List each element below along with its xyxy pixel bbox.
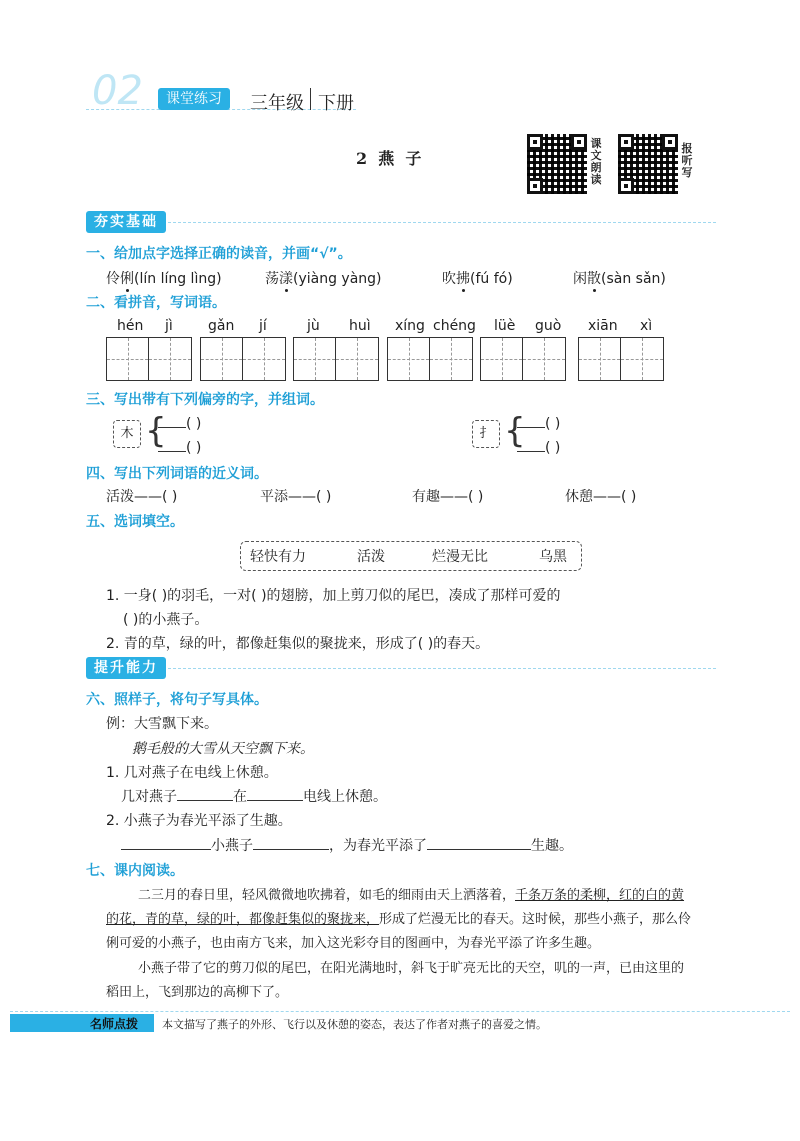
q7-title: 七、课内阅读。	[86, 863, 184, 879]
passage-underlined: 千条万条的柔柳，红的白的黄	[515, 888, 685, 903]
q1-options[interactable]: (lín líng lìng)	[134, 271, 222, 287]
passage-line: 俐可爱的小燕子，也由南方飞来，加入这光彩夺目的图画中，为春光平添了许多生趣。	[106, 936, 601, 951]
q4-item[interactable]: 活泼——( )	[106, 489, 178, 505]
writing-grid[interactable]	[106, 337, 192, 381]
q1-options[interactable]: (sàn sǎn)	[601, 271, 666, 287]
tip-text: 本文描写了燕子的外形、飞行以及休憩的姿态，表达了作者对燕子的喜爱之情。	[162, 1018, 547, 1031]
q2-pinyin: xíng	[395, 318, 425, 334]
section-advanced-line	[168, 668, 716, 669]
q3-title: 三、写出带有下列偏旁的字，并组词。	[86, 392, 324, 408]
section-basic-line	[168, 222, 716, 223]
q3-paren: ( )	[186, 416, 202, 432]
passage-line	[138, 884, 684, 903]
q1-item-3	[442, 268, 513, 288]
q5-sentence-1-cont[interactable]: ( )的小燕子。	[123, 612, 209, 628]
word-bank-item: 轻快有力	[250, 549, 306, 565]
q1-item-4	[573, 268, 666, 288]
q1-options[interactable]: (yiàng yàng)	[293, 271, 382, 287]
q3-blank[interactable]	[158, 437, 201, 456]
brace-icon: {	[145, 411, 167, 451]
section-advanced-label: 提升能力	[86, 657, 166, 679]
header-tag: 课堂练习	[158, 88, 230, 110]
q6-fill-text: 几对燕子	[121, 789, 177, 805]
passage-underlined: 的花，青的草，绿的叶，都像赶集似的聚拢来，	[106, 912, 380, 927]
writing-grid[interactable]	[293, 337, 379, 381]
q6-sentence-2: 2. 小燕子为春光平添了生趣。	[106, 813, 292, 829]
q4-item[interactable]: 休憩——( )	[565, 489, 637, 505]
q1-dotted-char: 俐	[120, 271, 134, 287]
q1-item-char: 荡	[265, 271, 279, 287]
header-grade: 三年级	[250, 93, 304, 114]
passage-text: 二三月的春日里，轻风微微地吹拂着，如毛的细雨由天上洒落着，	[138, 888, 516, 903]
lesson-title: 2 燕 子	[356, 149, 422, 168]
q1-title: 一、给加点字选择正确的读音，并画“√”。	[86, 246, 352, 262]
passage-line: 小燕子带了它的剪刀似的尾巴，在阳光满地时，斜飞于旷亮无比的天空，叽的一声，已由这里的	[138, 961, 685, 976]
q4-item[interactable]: 有趣——( )	[412, 489, 484, 505]
qr-code-icon[interactable]	[527, 134, 587, 194]
q1-item-1	[106, 268, 222, 288]
q1-item-2	[265, 268, 382, 288]
passage-text: 形成了烂漫无比的春天。这时候，那些小燕子，那么伶	[379, 912, 692, 927]
word-bank-item: 活泼	[357, 549, 385, 565]
qr-code-icon[interactable]	[618, 134, 678, 194]
q6-example: 例：大雪飘下来。	[106, 716, 218, 732]
q6-fill-text: 生趣。	[531, 838, 573, 854]
q1-dotted-char: 漾	[279, 271, 293, 287]
section-advanced-header	[86, 657, 716, 679]
q2-pinyin: jí	[259, 318, 267, 334]
section-basic-label: 夯实基础	[86, 211, 166, 233]
q6-fill-text: ，为春光平添了	[329, 838, 427, 854]
q5-sentence-2[interactable]: 2. 青的草，绿的叶，都像赶集似的聚拢来，形成了( )的春天。	[106, 636, 490, 652]
writing-grid[interactable]	[480, 337, 566, 381]
q6-fill-2[interactable]	[121, 835, 573, 855]
q1-item-char: 吹	[442, 271, 456, 287]
q2-pinyin: xì	[640, 318, 653, 334]
q1-item-char: 伶	[106, 271, 120, 287]
q6-fill-text: 小燕子	[211, 838, 253, 854]
brace-icon: {	[504, 411, 526, 451]
word-bank-item: 烂漫无比	[432, 549, 488, 565]
radical-shou: 扌	[472, 420, 500, 448]
qr-label-dictation: 报听写	[681, 142, 693, 179]
header-divider	[310, 88, 311, 110]
q1-dotted-char: 拂	[456, 271, 470, 287]
q1-dotted-char: 散	[587, 271, 601, 287]
q2-pinyin: xiān	[588, 318, 618, 334]
q6-fill-1[interactable]	[121, 786, 387, 806]
q5-sentence-1[interactable]: 1. 一身( )的羽毛，一对( )的翅膀，加上剪刀似的尾巴，凑成了那样可爱的	[106, 588, 561, 604]
passage-line	[106, 908, 691, 927]
q1-item-char: 闲	[573, 271, 587, 287]
q5-title: 五、选词填空。	[86, 514, 184, 530]
q4-item[interactable]: 平添——( )	[260, 489, 332, 505]
q2-pinyin: lüè	[494, 318, 516, 334]
q2-pinyin: jì	[165, 318, 173, 334]
q6-fill-text: 在	[233, 789, 247, 805]
q3-paren: ( )	[545, 416, 561, 432]
q4-title: 四、写出下列词语的近义词。	[86, 466, 268, 482]
q2-pinyin: hén	[117, 318, 144, 334]
qr-label-reading: 课文朗读	[590, 137, 602, 186]
q2-pinyin: jù	[307, 318, 320, 334]
q3-blank[interactable]	[517, 413, 560, 432]
q2-pinyin: chéng	[433, 318, 476, 334]
writing-grid[interactable]	[387, 337, 473, 381]
q2-pinyin: guò	[535, 318, 562, 334]
q3-paren: ( )	[186, 440, 202, 456]
tip-label: 名师点拨	[90, 1017, 139, 1031]
radical-mu: 木	[113, 420, 141, 448]
header-term: 下册	[318, 93, 354, 114]
q2-title: 二、看拼音，写词语。	[86, 295, 226, 311]
section-basic-header	[86, 211, 716, 233]
q3-paren: ( )	[545, 440, 561, 456]
word-bank-item: 乌黑	[539, 549, 567, 565]
page-number: 02	[92, 68, 143, 114]
q1-options[interactable]: (fú fó)	[470, 271, 513, 287]
q2-pinyin: gǎn	[208, 318, 235, 334]
q6-sentence-1: 1. 几对燕子在电线上休憩。	[106, 765, 278, 781]
q6-fill-text: 电线上休憩。	[303, 789, 387, 805]
passage-line: 稻田上，飞到那边的高柳下了。	[106, 985, 289, 1000]
q2-pinyin: huì	[349, 318, 371, 334]
q6-title: 六、照样子，将句子写具体。	[86, 692, 268, 708]
q3-blank[interactable]	[158, 413, 201, 432]
writing-grid[interactable]	[200, 337, 286, 381]
q6-example-answer: 鹅毛般的大雪从天空飘下来。	[132, 741, 314, 757]
q3-blank[interactable]	[517, 437, 560, 456]
writing-grid[interactable]	[578, 337, 664, 381]
